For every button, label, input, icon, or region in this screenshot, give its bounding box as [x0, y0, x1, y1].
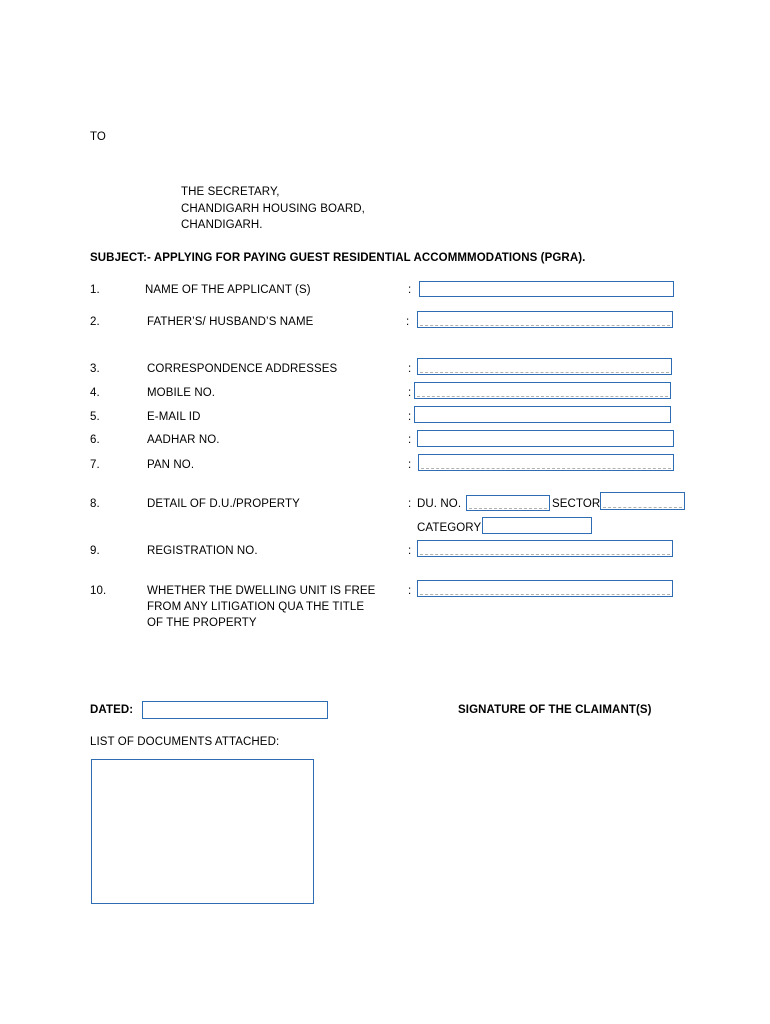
field-number: 6.: [90, 434, 100, 446]
addressee-line-2: CHANDIGARH HOUSING BOARD,: [181, 203, 365, 215]
mobile-no-input[interactable]: [414, 382, 671, 399]
sector-label: SECTOR: [552, 498, 601, 510]
signature-label: SIGNATURE OF THE CLAIMANT(S): [458, 704, 652, 716]
correspondence-address-input[interactable]: [417, 358, 672, 375]
subject-line: SUBJECT:- APPLYING FOR PAYING GUEST RESIDENTIAL ACCOMMMODATIONS (PGRA).: [90, 252, 586, 264]
applicant-name-input[interactable]: [419, 281, 674, 297]
field-label-litigation-line-3: OF THE PROPERTY: [147, 617, 257, 629]
field-number: 4.: [90, 387, 100, 399]
dated-label: DATED:: [90, 704, 134, 716]
field-number: 1.: [90, 284, 100, 296]
field-label-aadhar-no: AADHAR NO.: [147, 434, 220, 446]
field-label-pan-no: PAN NO.: [147, 459, 195, 471]
colon: :: [408, 498, 412, 510]
colon: :: [408, 459, 412, 471]
colon: :: [408, 545, 412, 557]
litigation-status-input[interactable]: [417, 580, 673, 597]
sector-input[interactable]: [600, 492, 685, 510]
du-no-input[interactable]: [466, 495, 550, 511]
field-label-email-id: E-MAIL ID: [147, 411, 201, 423]
addressee-line-1: THE SECRETARY,: [181, 186, 280, 198]
aadhar-no-input[interactable]: [417, 430, 674, 447]
field-number: 8.: [90, 498, 100, 510]
registration-no-input[interactable]: [417, 540, 673, 557]
field-label-property-detail: DETAIL OF D.U./PROPERTY: [147, 498, 300, 510]
field-number: 2.: [90, 316, 100, 328]
colon: :: [406, 316, 410, 328]
field-number: 7.: [90, 459, 100, 471]
category-label: CATEGORY: [417, 522, 482, 534]
field-number: 10.: [90, 585, 107, 597]
field-label-father-husband-name: FATHER’S/ HUSBAND’S NAME: [147, 316, 314, 328]
field-label-correspondence-address: CORRESPONDENCE ADDRESSES: [147, 363, 338, 375]
field-number: 3.: [90, 363, 100, 375]
field-label-litigation-line-1: WHETHER THE DWELLING UNIT IS FREE: [147, 585, 376, 597]
colon: :: [408, 434, 412, 446]
dated-input[interactable]: [142, 701, 328, 719]
colon: :: [408, 387, 412, 399]
field-label-registration-no: REGISTRATION NO.: [147, 545, 258, 557]
field-number: 5.: [90, 411, 100, 423]
field-label-mobile-no: MOBILE NO.: [147, 387, 216, 399]
colon: :: [408, 284, 412, 296]
documents-attached-label: LIST OF DOCUMENTS ATTACHED:: [90, 736, 280, 748]
field-label-litigation-line-2: FROM ANY LITIGATION QUA THE TITLE: [147, 601, 365, 613]
field-number: 9.: [90, 545, 100, 557]
colon: :: [408, 363, 412, 375]
field-label-applicant-name: NAME OF THE APPLICANT (S): [145, 284, 311, 296]
email-id-input[interactable]: [414, 406, 671, 423]
category-input[interactable]: [482, 517, 592, 534]
father-husband-name-input[interactable]: [417, 311, 673, 328]
du-no-label: DU. NO.: [417, 498, 462, 510]
pan-no-input[interactable]: [418, 454, 674, 471]
addressee-line-3: CHANDIGARH.: [181, 219, 263, 231]
colon: :: [408, 411, 412, 423]
colon: :: [408, 585, 412, 597]
documents-attached-textarea[interactable]: [91, 759, 314, 904]
to-label: TO: [90, 131, 106, 143]
